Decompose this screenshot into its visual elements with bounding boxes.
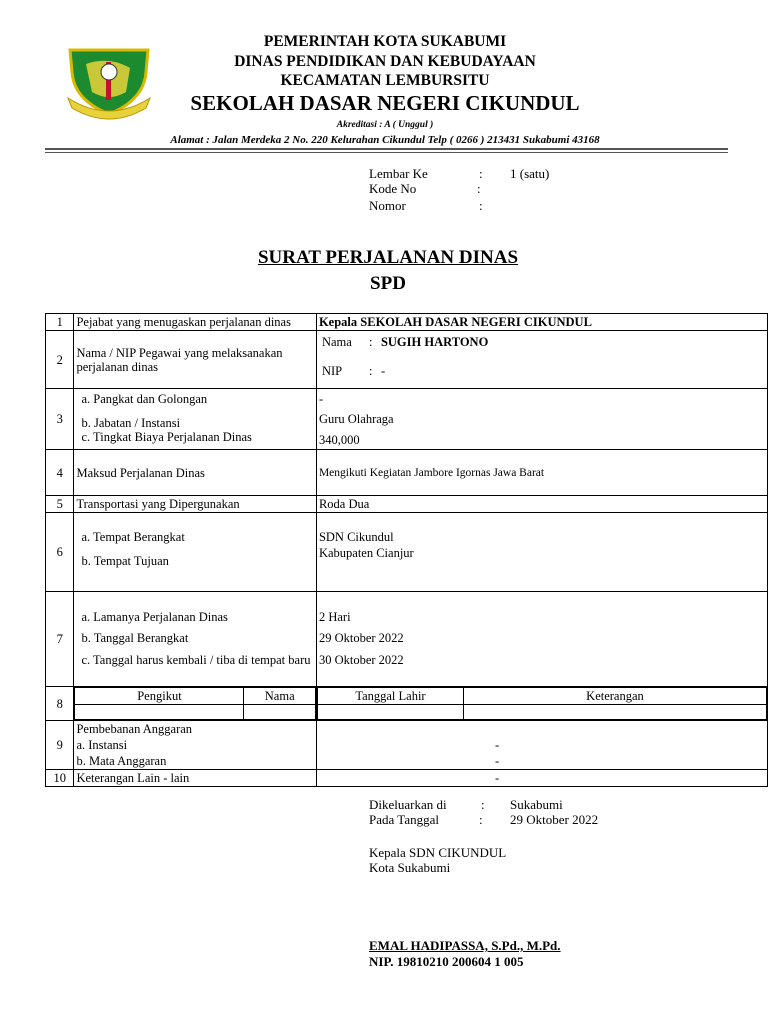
table-row-4 bbox=[46, 450, 768, 496]
table-row-1 bbox=[46, 314, 768, 331]
document-title: SURAT PERJALANAN DINAS bbox=[257, 247, 519, 268]
row-label: Nama / NIP Pegawai yang melaksanakan perjalanan dinas bbox=[74, 331, 317, 389]
header-divider-thin bbox=[45, 152, 728, 153]
table-row-7 bbox=[46, 592, 768, 687]
nama-header: Nama bbox=[244, 688, 316, 705]
row-number: 5 bbox=[46, 496, 74, 513]
berangkat-value: SDN Cikundul bbox=[318, 529, 394, 544]
header-school-name: SEKOLAH DASAR NEGERI CIKUNDUL bbox=[190, 91, 580, 115]
signer-city: Kota Sukabumi bbox=[369, 860, 451, 875]
jabatan-label: b. Jabatan / Instansi bbox=[81, 415, 181, 430]
lama-label: a. Lamanya Perjalanan Dinas bbox=[81, 609, 228, 624]
nama-sep: : bbox=[368, 334, 373, 349]
row-label: Keterangan Lain - lain bbox=[74, 770, 317, 787]
nip-label: NIP bbox=[321, 363, 343, 378]
row-number: 4 bbox=[46, 450, 74, 496]
tujuan-value: Kabupaten Cianjur bbox=[318, 545, 414, 560]
document-subtitle: SPD bbox=[370, 273, 406, 294]
row-number: 9 bbox=[46, 721, 74, 770]
table-row-10 bbox=[46, 770, 768, 787]
mata-anggaran-label: b. Mata Anggaran bbox=[76, 754, 167, 768]
meta-kode-label: Kode No bbox=[369, 181, 417, 196]
nama-cell bbox=[244, 705, 316, 720]
keterangan-header: Keterangan bbox=[463, 688, 766, 705]
tgl-berangkat-label: b. Tanggal Berangkat bbox=[81, 630, 189, 645]
table-row-6 bbox=[46, 513, 768, 592]
date-label: Pada Tanggal bbox=[369, 812, 439, 827]
meta-kode-sep: : bbox=[477, 181, 481, 196]
instansi-label: a. Instansi bbox=[76, 738, 128, 752]
header-government: PEMERINTAH KOTA SUKABUMI bbox=[263, 33, 507, 50]
table-row-5 bbox=[46, 496, 768, 513]
row-value bbox=[316, 513, 767, 592]
row-label bbox=[74, 513, 317, 592]
signer-name: EMAL HADIPASSA, S.Pd., M.Pd. bbox=[369, 938, 561, 953]
row-value: Roda Dua bbox=[316, 496, 767, 513]
signer-nip: NIP. 19810210 200604 1 005 bbox=[369, 954, 524, 969]
header-address: Alamat : Jalan Merdeka 2 No. 220 Kelurahan Cikundul Telp ( 0266 ) 213431 Sukabumi 43168 bbox=[170, 134, 600, 146]
tgl-kembali-value: 30 Oktober 2022 bbox=[318, 652, 404, 667]
row-label bbox=[74, 389, 317, 450]
row-number: 7 bbox=[46, 592, 74, 687]
row-value: - bbox=[316, 770, 767, 787]
nip-sep: : bbox=[368, 363, 373, 378]
row-value bbox=[316, 592, 767, 687]
meta-nomor-label: Nomor bbox=[369, 198, 406, 213]
row-label: Maksud Perjalanan Dinas bbox=[74, 450, 317, 496]
date-value: 29 Oktober 2022 bbox=[510, 812, 599, 827]
row-value bbox=[316, 331, 767, 389]
pengikut-header-group bbox=[74, 687, 317, 721]
lama-value: 2 Hari bbox=[318, 609, 351, 624]
meta-lembar-value: 1 (satu) bbox=[510, 166, 550, 181]
nama-value: SUGIH HARTONO bbox=[380, 334, 489, 349]
row-label bbox=[74, 592, 317, 687]
row-number: 8 bbox=[46, 687, 74, 721]
city-emblem-logo bbox=[64, 42, 154, 120]
instansi-value: - bbox=[494, 738, 500, 752]
row-number: 10 bbox=[46, 770, 74, 787]
issued-value: Sukabumi bbox=[510, 797, 563, 812]
biaya-value: 340,000 bbox=[318, 432, 360, 447]
row-value bbox=[316, 389, 767, 450]
biaya-label: c. Tingkat Biaya Perjalanan Dinas bbox=[81, 429, 252, 444]
table-row-9 bbox=[46, 721, 768, 770]
tgl-berangkat-value: 29 Oktober 2022 bbox=[318, 630, 404, 645]
nip-value: - bbox=[380, 363, 386, 378]
row-number: 6 bbox=[46, 513, 74, 592]
tgl-kembali-label: c. Tanggal harus kembali / tiba di tempat baru bbox=[81, 652, 311, 667]
row-number: 3 bbox=[46, 389, 74, 450]
tujuan-label: b. Tempat Tujuan bbox=[81, 553, 169, 568]
mata-anggaran-value: - bbox=[494, 754, 500, 768]
spd-table bbox=[45, 313, 768, 787]
signer-position: Kepala SDN CIKUNDUL bbox=[369, 845, 507, 860]
tanggal-lahir-header: Tanggal Lahir bbox=[317, 688, 463, 705]
row-value: Kepala SEKOLAH DASAR NEGERI CIKUNDUL bbox=[316, 314, 767, 331]
issued-sep: : bbox=[481, 797, 485, 812]
anggaran-label: Pembebanan Anggaran bbox=[76, 722, 193, 736]
row-number: 2 bbox=[46, 331, 74, 389]
table-row-8 bbox=[46, 687, 768, 721]
keterangan-cell bbox=[463, 705, 766, 720]
header-divider bbox=[45, 148, 728, 150]
nama-label: Nama bbox=[321, 334, 352, 349]
pangkat-value: - bbox=[318, 391, 324, 406]
pengikut-cell bbox=[75, 705, 244, 720]
pangkat-label: a. Pangkat dan Golongan bbox=[81, 391, 208, 406]
row-label bbox=[74, 721, 317, 770]
jabatan-value: Guru Olahraga bbox=[318, 411, 394, 426]
row-label: Transportasi yang Dipergunakan bbox=[74, 496, 317, 513]
meta-lembar-sep: : bbox=[479, 166, 483, 181]
issued-label: Dikeluarkan di bbox=[369, 797, 447, 812]
table-row-3 bbox=[46, 389, 768, 450]
row-number: 1 bbox=[46, 314, 74, 331]
header-department: DINAS PENDIDIKAN DAN KEBUDAYAAN bbox=[234, 53, 536, 70]
berangkat-label: a. Tempat Berangkat bbox=[81, 529, 185, 544]
meta-nomor-sep: : bbox=[479, 198, 483, 213]
header-accreditation: Akreditasi : A ( Unggul ) bbox=[336, 120, 434, 130]
header-district: KECAMATAN LEMBURSITU bbox=[280, 72, 490, 89]
row-value: Mengikuti Kegiatan Jambore Igornas Jawa Barat bbox=[316, 450, 767, 496]
table-row-2 bbox=[46, 331, 768, 389]
row-value bbox=[316, 721, 767, 770]
pengikut-header: Pengikut bbox=[75, 688, 244, 705]
meta-lembar-label: Lembar Ke bbox=[369, 166, 428, 181]
tanggal-lahir-cell bbox=[317, 705, 463, 720]
date-sep: : bbox=[479, 812, 483, 827]
row-label: Pejabat yang menugaskan perjalanan dinas bbox=[74, 314, 317, 331]
tanggal-header-group bbox=[316, 687, 767, 721]
